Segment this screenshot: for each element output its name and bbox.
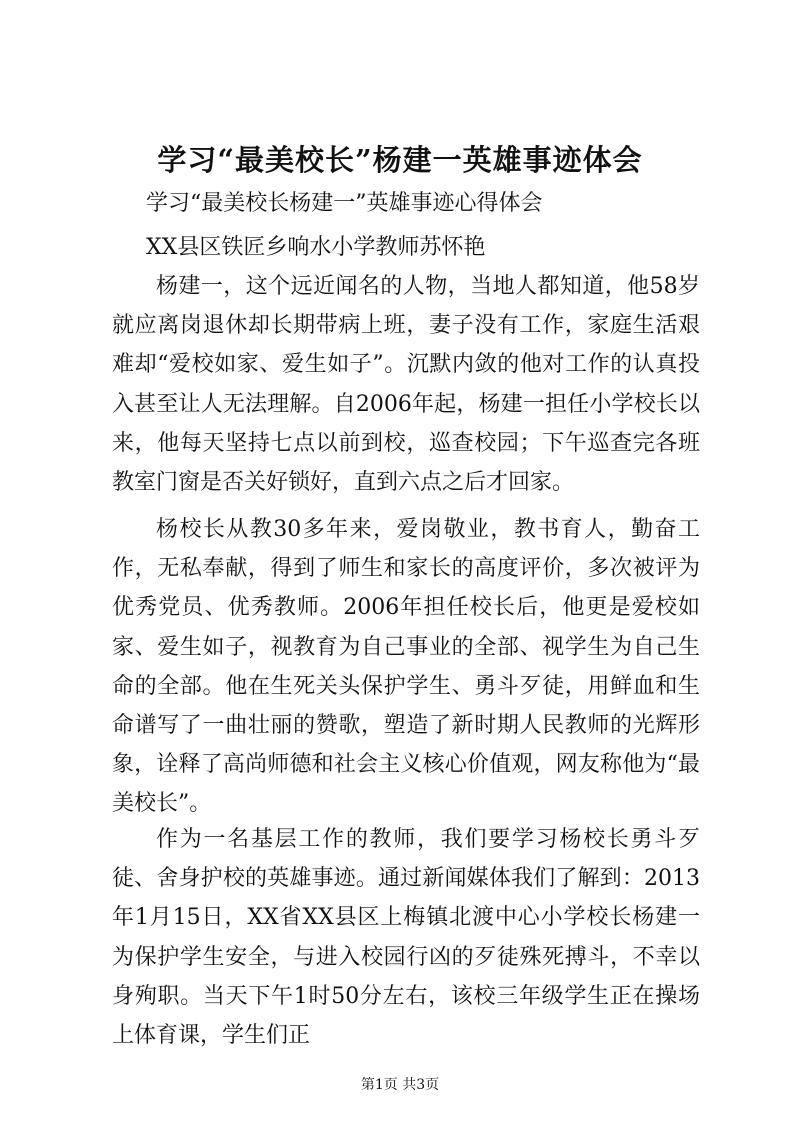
paragraph-3: 作为一名基层工作的教师，我们要学习杨校长勇斗歹徒、舍身护校的英雄事迹。通过新闻媒体我们了解到：2013年1月15日，XX省XX县区上梅镇北渡中心小学校长杨建一为保护学生安全，与进入校园行凶的歹徒殊死搏斗，不幸以身殉职。当天下午1时50分左右，该校三年级学生正在操场上体育课，学生们正: [112, 827, 700, 1049]
document-subtitle: 学习“最美校长杨建一”英雄事迹心得体会: [146, 191, 543, 216]
document-author: XX县区铁匠乡响水小学教师苏怀艳: [146, 235, 486, 260]
page-footer: 第1页 共3页: [360, 1077, 440, 1093]
paragraph-1: 杨建一，这个远近闻名的人物，当地人都知道，他58岁就应离岗退休却长期带病上班，妻子没有工作，家庭生活艰难却“爱校如家、爱生如子”。沉默内敛的他对工作的认真投入甚至让人无法理解。自2006年起，杨建一担任小学校长以来，他每天坚持七点以前到校，巡查校园；下午巡查完各班教室门窗是否关好锁好，直到六点之后才回家。: [112, 274, 700, 496]
document-title: 学习“最美校长”杨建一英雄事迹体会: [157, 143, 643, 177]
paragraph-2: 杨校长从教30多年来，爱岗敬业，教书育人，勤奋工作，无私奉献，得到了师生和家长的高度评价，多次被评为优秀党员、优秀教师。2006年担任校长后，他更是爱校如家、爱生如子，视教育为自己事业的全部、视学生为自己生命的全部。他在生死关头保护学生、勇斗歹徒，用鲜血和生命谱写了一曲壮丽的赞歌，塑造了新时期人民教师的光辉形象，诠释了高尚师德和社会主义核心价值观，网友称他为“最美校长”。: [112, 517, 700, 817]
